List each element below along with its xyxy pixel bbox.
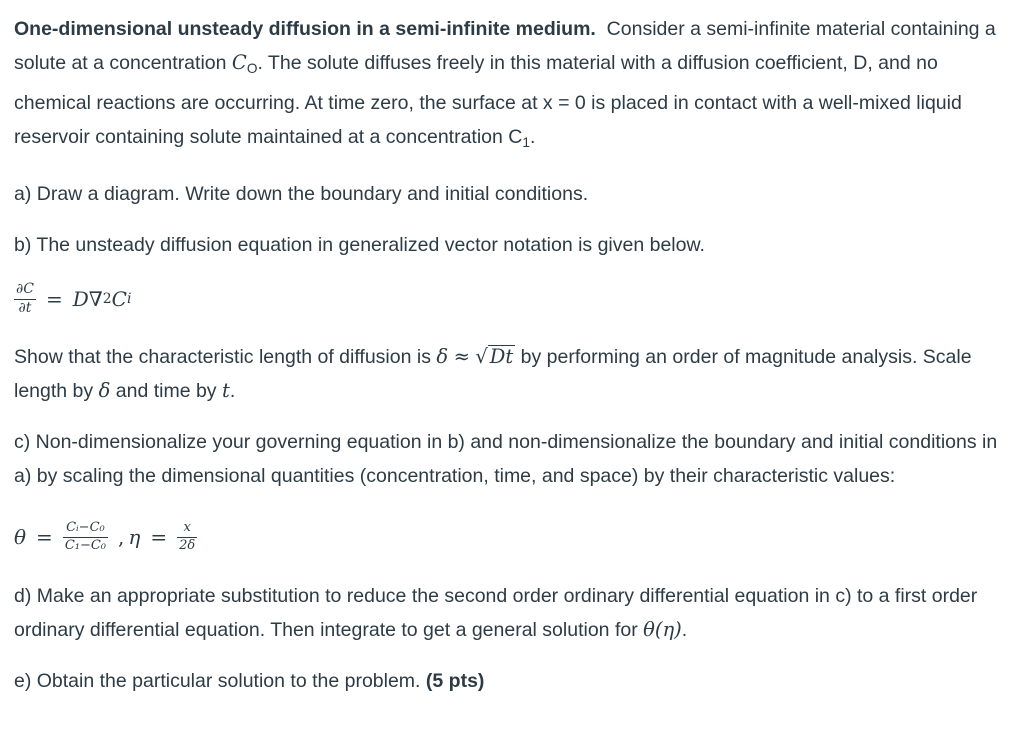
c1-subscript: 1	[522, 135, 530, 151]
equals-sign-3: =	[150, 525, 168, 550]
partial-derivative-fraction: $\frac{\partial C}{\partial t}$	[16, 281, 34, 316]
intro-text-1: Consider a semi-infinite material containing a solute at a concentration	[14, 18, 996, 74]
part-a: a) Draw a diagram. Write down the boundary and initial conditions.	[14, 183, 589, 206]
part-b-text: b) The unsteady diffusion equation in generalized vector notation is given below.	[14, 234, 705, 257]
points-label: (5 pts)	[425, 670, 485, 693]
problem-statement	[14, 12, 1016, 698]
c0-symbol: $C_O$	[231, 51, 258, 77]
sqrt-symbol: √	[475, 345, 488, 369]
theta-fraction: $\frac{\text{Cᵢ−C₀}}{\text{C₁−C₀}}$	[64, 520, 107, 553]
theta-symbol: θ	[14, 525, 27, 550]
diffusion-equation	[14, 274, 1016, 324]
delta-symbol: δ	[436, 345, 449, 369]
show-end: .	[229, 380, 236, 403]
approx-symbol: ≈	[453, 345, 470, 369]
problem-title: One-dimensional unsteady diffusion in a semi-infinite medium.	[14, 18, 596, 40]
equals-sign: =	[45, 287, 63, 312]
part-d-end: .	[681, 619, 688, 642]
show-text-3: and time by	[115, 380, 217, 403]
comma: ,	[118, 525, 125, 550]
part-b-show	[14, 340, 1016, 408]
part-e-text: e) Obtain the particular solution to the problem.	[14, 670, 421, 693]
equals-sign-2: =	[36, 525, 53, 550]
intro-end: .	[529, 126, 536, 149]
part-d	[14, 579, 1016, 647]
part-d-text: d) Make an appropriate substitution to reduce the second order ordinary differential equation in c) to a first order ordinary differential equation. Then integrate to get a general solution for	[14, 585, 978, 642]
eta-symbol: η	[128, 525, 141, 550]
dimensionless-variables	[14, 509, 1016, 565]
subscript-i: i	[126, 291, 132, 308]
show-text-2: by performing an order of magnitude analysis. Scale length by	[14, 346, 972, 403]
nabla-symbol: ∇	[88, 287, 103, 312]
concentration-symbol: C	[111, 287, 127, 312]
part-c-text: c) Non-dimensionalize your governing equation in b) and non-dimensionalize the boundary and initial conditions in a) by scaling the dimensional quantities (concentration, time, and space) by their characteristic values:	[14, 431, 998, 488]
sqrt-argument: Dt	[489, 345, 514, 369]
diffusion-coefficient: D	[72, 287, 89, 312]
power-2: 2	[102, 291, 112, 308]
intro-text-2: . The solute diffuses freely in this material with a diffusion coefficient, D, and no chemical reactions are occurring. At time zero, the surface at x = 0 is placed in contact with a well-mixed liquid reservoir containing solute maintained at a concentration C	[14, 52, 962, 149]
part-e	[14, 664, 1016, 698]
intro-paragraph	[14, 12, 1016, 160]
eta-fraction: $\frac{x}{2\delta}$	[179, 520, 196, 553]
delta-symbol-2: δ	[98, 379, 111, 403]
theta-function: θ(η)	[643, 618, 682, 642]
time-symbol: t	[221, 379, 230, 403]
show-text-1: Show that the characteristic length of diffusion is	[14, 346, 431, 369]
